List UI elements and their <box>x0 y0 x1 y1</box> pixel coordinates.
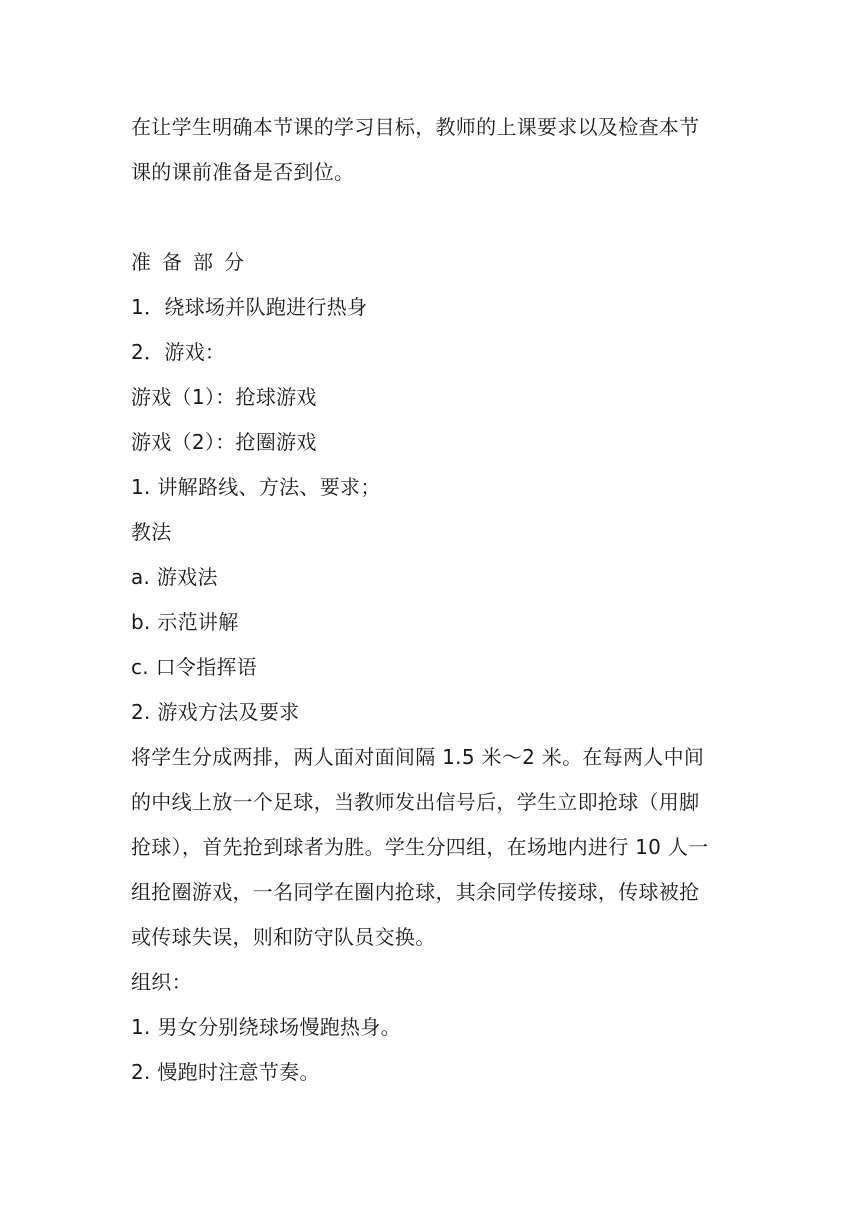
intro-line-1: 在让学生明确本节课的学习目标，教师的上课要求以及检查本节 <box>131 115 700 139</box>
list-item: c. 口令指挥语 <box>131 655 258 679</box>
list-item: 2. 游戏方法及要求 <box>131 700 300 724</box>
paragraph-line: 将学生分成两排，两人面对面间隔 1.5 米～2 米。在每两人中间 <box>131 745 705 769</box>
list-item: 游戏（2）：抢圈游戏 <box>131 430 317 454</box>
organization-item: 2. 慢跑时注意节奏。 <box>131 1060 320 1084</box>
list-item: 教法 <box>131 520 172 544</box>
list-item: 2．游戏： <box>131 340 226 364</box>
list-item: 游戏（1）：抢球游戏 <box>131 385 317 409</box>
list-item: b. 示范讲解 <box>131 610 239 634</box>
paragraph-line: 或传球失误，则和防守队员交换。 <box>131 925 436 949</box>
paragraph-line: 组抢圈游戏，一名同学在圈内抢球，其余同学传接球，传球被抢 <box>131 880 700 904</box>
list-item: 1. 讲解路线、方法、要求； <box>131 475 381 499</box>
paragraph-line: 的中线上放一个足球，当教师发出信号后，学生立即抢球（用脚 <box>131 790 700 814</box>
intro-line-2: 课的课前准备是否到位。 <box>131 160 355 184</box>
list-item: 1．绕球场并队跑进行热身 <box>131 295 368 319</box>
list-item: a. 游戏法 <box>131 565 218 589</box>
section-heading: 准备部分 <box>131 250 255 274</box>
organization-label: 组织： <box>131 970 192 994</box>
paragraph-line: 抢球），首先抢到球者为胜。学生分四组，在场地内进行 10 人一 <box>131 835 709 859</box>
organization-item: 1. 男女分别绕球场慢跑热身。 <box>131 1015 401 1039</box>
